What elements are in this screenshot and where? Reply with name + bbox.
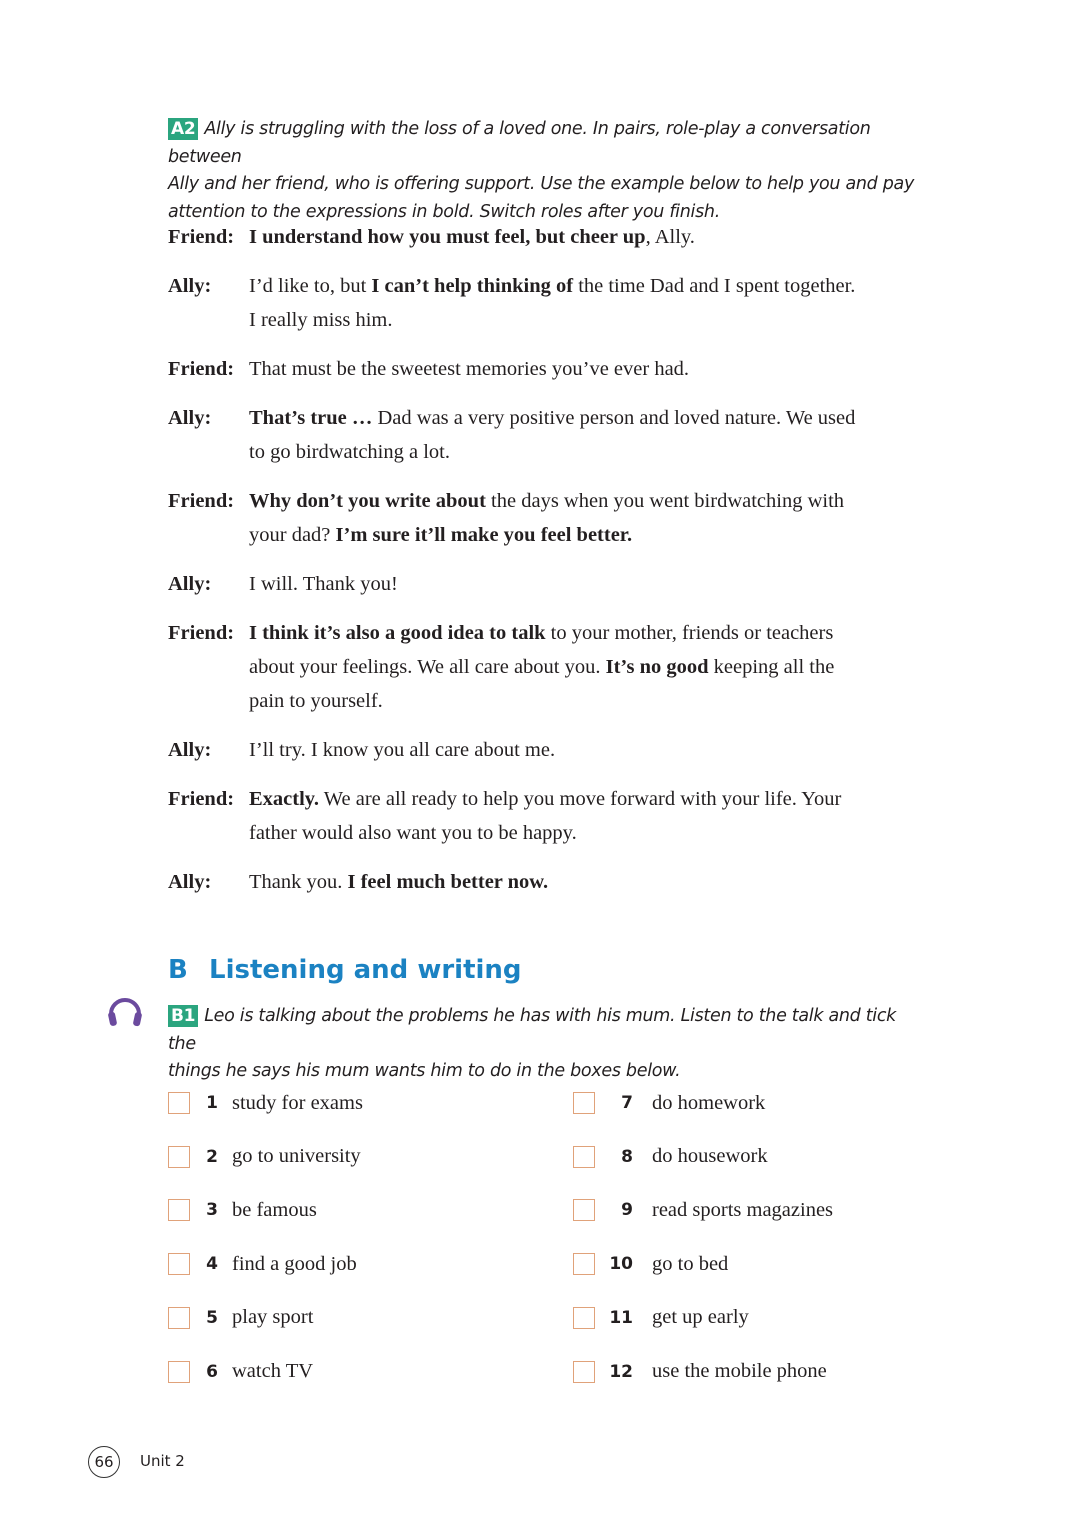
checkbox[interactable] xyxy=(168,1361,190,1383)
checklist-item xyxy=(168,1305,313,1331)
checklist-item xyxy=(573,1251,728,1277)
item-label: go to university xyxy=(232,1145,361,1168)
speaker-label: Friend: xyxy=(168,788,235,810)
item-number: 2 xyxy=(206,1146,218,1167)
dialogue xyxy=(168,220,948,914)
speaker-label: Ally: xyxy=(168,407,212,429)
b1-badge: B1 xyxy=(168,1005,198,1027)
speaker-label: Friend: xyxy=(168,226,235,248)
b1-instructions xyxy=(168,1003,928,1086)
bold-expression: Why don’t you write about xyxy=(249,490,486,512)
bold-expression: I’m sure it’ll make you feel better. xyxy=(335,524,633,546)
dialogue-line xyxy=(249,782,841,816)
instruction-line: Ally and her friend, who is offering support. Use the example below to help you and pay xyxy=(168,174,915,194)
checklist-item xyxy=(168,1090,363,1116)
checklist-item xyxy=(168,1197,317,1223)
dialogue-entry xyxy=(168,352,948,386)
dialogue-text: , Ally. xyxy=(645,226,695,248)
page-number: 66 xyxy=(88,1446,120,1478)
item-number: 3 xyxy=(206,1200,218,1221)
bold-expression: I feel much better now. xyxy=(347,871,549,893)
bold-expression: It’s no good xyxy=(605,656,709,678)
checklist-item xyxy=(168,1359,313,1385)
item-number: 1 xyxy=(206,1093,218,1113)
dialogue-entry xyxy=(168,401,948,469)
item-label: study for exams xyxy=(232,1091,363,1114)
dialogue-text: keeping all the xyxy=(708,656,835,678)
checkbox[interactable] xyxy=(168,1307,190,1329)
item-number: 9 xyxy=(621,1200,633,1221)
unit-label: Unit 2 xyxy=(140,1452,185,1470)
dialogue-text: to go birdwatching a lot. xyxy=(249,441,450,463)
dialogue-entry xyxy=(168,484,948,552)
dialogue-line xyxy=(249,518,844,552)
dialogue-line xyxy=(249,865,548,899)
dialogue-line xyxy=(249,816,841,850)
speaker-label: Ally: xyxy=(168,739,212,761)
item-number: 8 xyxy=(621,1146,633,1167)
dialogue-line xyxy=(249,401,855,435)
checkbox[interactable] xyxy=(573,1307,595,1329)
bold-expression: Exactly. xyxy=(249,788,320,810)
checkbox[interactable] xyxy=(573,1199,595,1221)
checklist-item xyxy=(573,1144,768,1170)
dialogue-text: about your feelings. We all care about you. xyxy=(249,656,606,678)
dialogue-text: Thank you. xyxy=(249,871,348,893)
section-title: Listening and writing xyxy=(209,955,522,985)
speaker-label: Ally: xyxy=(168,871,212,893)
section-b-heading xyxy=(168,955,522,985)
item-label: get up early xyxy=(652,1306,749,1329)
dialogue-text: your dad? xyxy=(249,524,336,546)
dialogue-line xyxy=(249,269,855,303)
dialogue-text: Dad was a very positive person and loved nature. We used xyxy=(372,407,856,429)
item-label: read sports magazines xyxy=(652,1198,834,1221)
bold-expression: That’s true … xyxy=(249,407,373,429)
item-number: 6 xyxy=(206,1361,218,1382)
dialogue-entry xyxy=(168,269,948,337)
dialogue-text: pain to yourself. xyxy=(249,690,383,712)
speaker-label: Friend: xyxy=(168,358,235,380)
checkbox[interactable] xyxy=(573,1092,595,1114)
speaker-label: Ally: xyxy=(168,573,212,595)
dialogue-line xyxy=(249,435,855,469)
item-label: use the mobile phone xyxy=(652,1360,827,1382)
dialogue-text: I really miss him. xyxy=(249,309,393,331)
instruction-line: Ally is struggling with the loss of a loved one. In pairs, role-play a conversation between xyxy=(168,119,871,167)
dialogue-text: We are all ready to help you move forward with your life. Your xyxy=(319,788,842,810)
item-label: watch TV xyxy=(232,1360,314,1382)
item-number: 12 xyxy=(609,1361,633,1382)
dialogue-text: to your mother, friends or teachers xyxy=(545,622,834,644)
instruction-line: things he says his mum wants him to do in the boxes below. xyxy=(168,1061,681,1081)
item-number: 7 xyxy=(621,1093,633,1113)
checkbox[interactable] xyxy=(573,1253,595,1275)
checklist-item xyxy=(573,1197,833,1223)
dialogue-entry xyxy=(168,865,948,899)
checklist-item xyxy=(573,1359,827,1385)
item-label: do housework xyxy=(652,1145,768,1168)
checklist-item xyxy=(168,1144,361,1170)
a2-instructions xyxy=(168,116,928,226)
item-label: do homework xyxy=(652,1091,766,1114)
item-number: 4 xyxy=(206,1254,218,1275)
headphones-icon xyxy=(106,992,144,1030)
speaker-label: Friend: xyxy=(168,490,235,512)
instruction-line: attention to the expressions in bold. Switch roles after you finish. xyxy=(168,201,720,222)
dialogue-entry xyxy=(168,220,948,254)
checklist-item xyxy=(573,1090,765,1116)
item-label: be famous xyxy=(232,1198,317,1221)
dialogue-text: I’ll try. I know you all care about me. xyxy=(249,739,556,761)
dialogue-text: I’d like to, but xyxy=(249,275,372,297)
a2-badge: A2 xyxy=(168,118,198,140)
dialogue-text: the time Dad and I spent together. xyxy=(573,275,856,297)
dialogue-entry xyxy=(168,733,948,767)
dialogue-text: the days when you went birdwatching with xyxy=(485,490,845,512)
instruction-line: Leo is talking about the problems he has with his mum. Listen to the talk and tick the xyxy=(168,1006,897,1054)
dialogue-line xyxy=(249,650,834,684)
section-letter: B xyxy=(168,955,188,985)
item-label: find a good job xyxy=(232,1252,357,1275)
checkbox[interactable] xyxy=(168,1199,190,1221)
dialogue-line xyxy=(249,352,689,386)
dialogue-entry xyxy=(168,567,948,601)
dialogue-line xyxy=(249,616,834,650)
checklist-item xyxy=(168,1251,357,1277)
dialogue-text: I will. Thank you! xyxy=(249,573,398,595)
checkbox[interactable] xyxy=(168,1253,190,1275)
item-number: 5 xyxy=(206,1307,218,1328)
dialogue-text: That must be the sweetest memories you’ve ever had. xyxy=(249,358,690,380)
item-number: 11 xyxy=(609,1307,633,1328)
checklist-item xyxy=(573,1305,749,1331)
dialogue-line xyxy=(249,684,834,718)
item-label: play sport xyxy=(232,1306,314,1329)
checkbox[interactable] xyxy=(168,1146,190,1168)
dialogue-entry xyxy=(168,782,948,850)
dialogue-line xyxy=(249,303,855,337)
dialogue-line xyxy=(249,220,695,254)
checkbox[interactable] xyxy=(573,1361,595,1383)
dialogue-line xyxy=(249,484,844,518)
bold-expression: I understand how you must feel, but cheer up xyxy=(249,226,646,248)
speaker-label: Ally: xyxy=(168,275,212,297)
speaker-label: Friend: xyxy=(168,622,235,644)
dialogue-entry xyxy=(168,616,948,718)
dialogue-line xyxy=(249,567,398,601)
item-number: 10 xyxy=(609,1254,633,1275)
bold-expression: I can’t help thinking of xyxy=(371,275,574,297)
checkbox[interactable] xyxy=(573,1146,595,1168)
dialogue-line xyxy=(249,733,555,767)
bold-expression: I think it’s also a good idea to talk xyxy=(249,622,546,644)
checkbox[interactable] xyxy=(168,1092,190,1114)
dialogue-text: father would also want you to be happy. xyxy=(249,822,577,844)
item-label: go to bed xyxy=(652,1252,729,1275)
